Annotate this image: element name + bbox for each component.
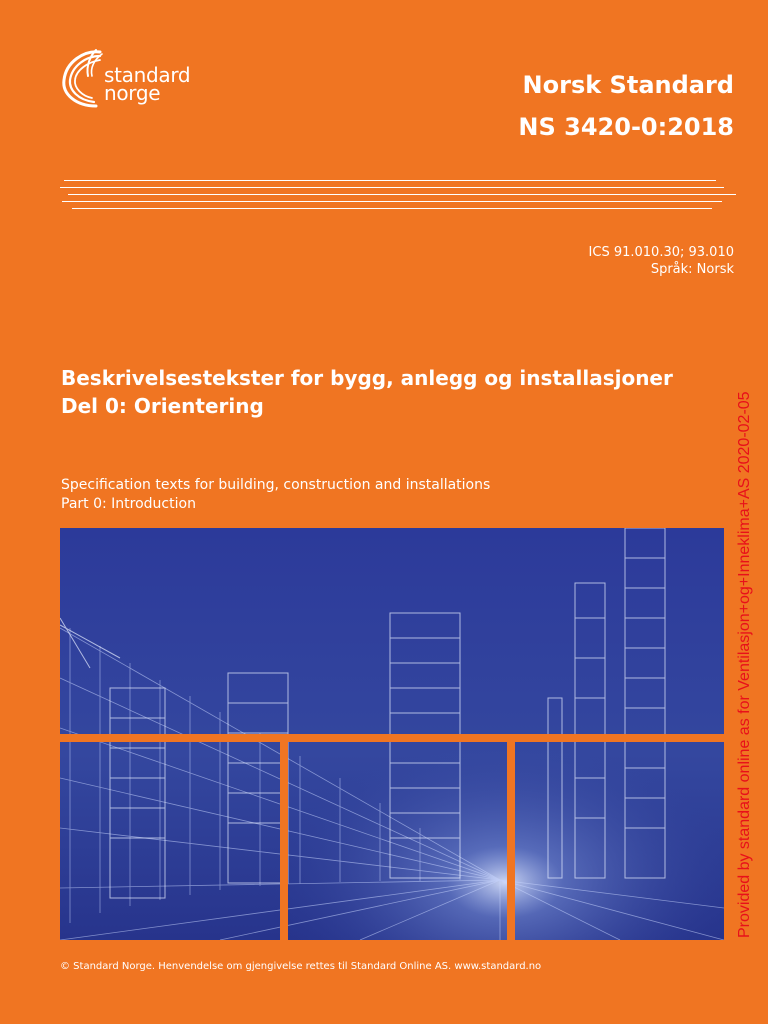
language: Språk: Norsk: [650, 262, 734, 277]
title-english-line2: Part 0: Introduction: [61, 496, 196, 512]
provided-by-note: Provided by standard online as for Ventilasjon+og+Inneklima+AS 2020-02-05: [736, 391, 753, 938]
rule-line: [72, 208, 712, 209]
title-norwegian-line1: Beskrivelsestekster for bygg, anlegg og installasjoner: [61, 366, 673, 390]
standard-series: Norsk Standard: [522, 71, 734, 99]
rule-line: [64, 180, 716, 181]
title-norwegian: [61, 364, 673, 420]
copyright-footer: © Standard Norge. Henvendelse om gjengivelse rettes til Standard Online AS. www.standard.no: [60, 961, 542, 972]
rule-line: [68, 194, 736, 195]
swoosh-logo-icon: [56, 46, 104, 112]
rule-line: [60, 187, 724, 188]
wireframe-city-image: [60, 528, 724, 940]
title-english: [61, 476, 490, 514]
document-meta: [589, 244, 734, 278]
standard-designation: NS 3420-0:2018: [518, 113, 734, 141]
standard-title-block: [518, 64, 734, 148]
rule-line: [62, 201, 722, 202]
cover-illustration: [60, 528, 724, 940]
standard-norge-logo: [56, 46, 216, 116]
decorative-rules: [60, 178, 740, 212]
ics-code: ICS 91.010.30; 93.010: [588, 245, 734, 260]
logo-line-norge: norge: [104, 81, 161, 105]
logo-line-standard: standard: [104, 63, 191, 87]
logo-wordmark: [104, 63, 191, 105]
title-english-line1: Specification texts for building, construction and installations: [61, 477, 491, 493]
title-norwegian-line2: Del 0: Orientering: [61, 394, 264, 418]
